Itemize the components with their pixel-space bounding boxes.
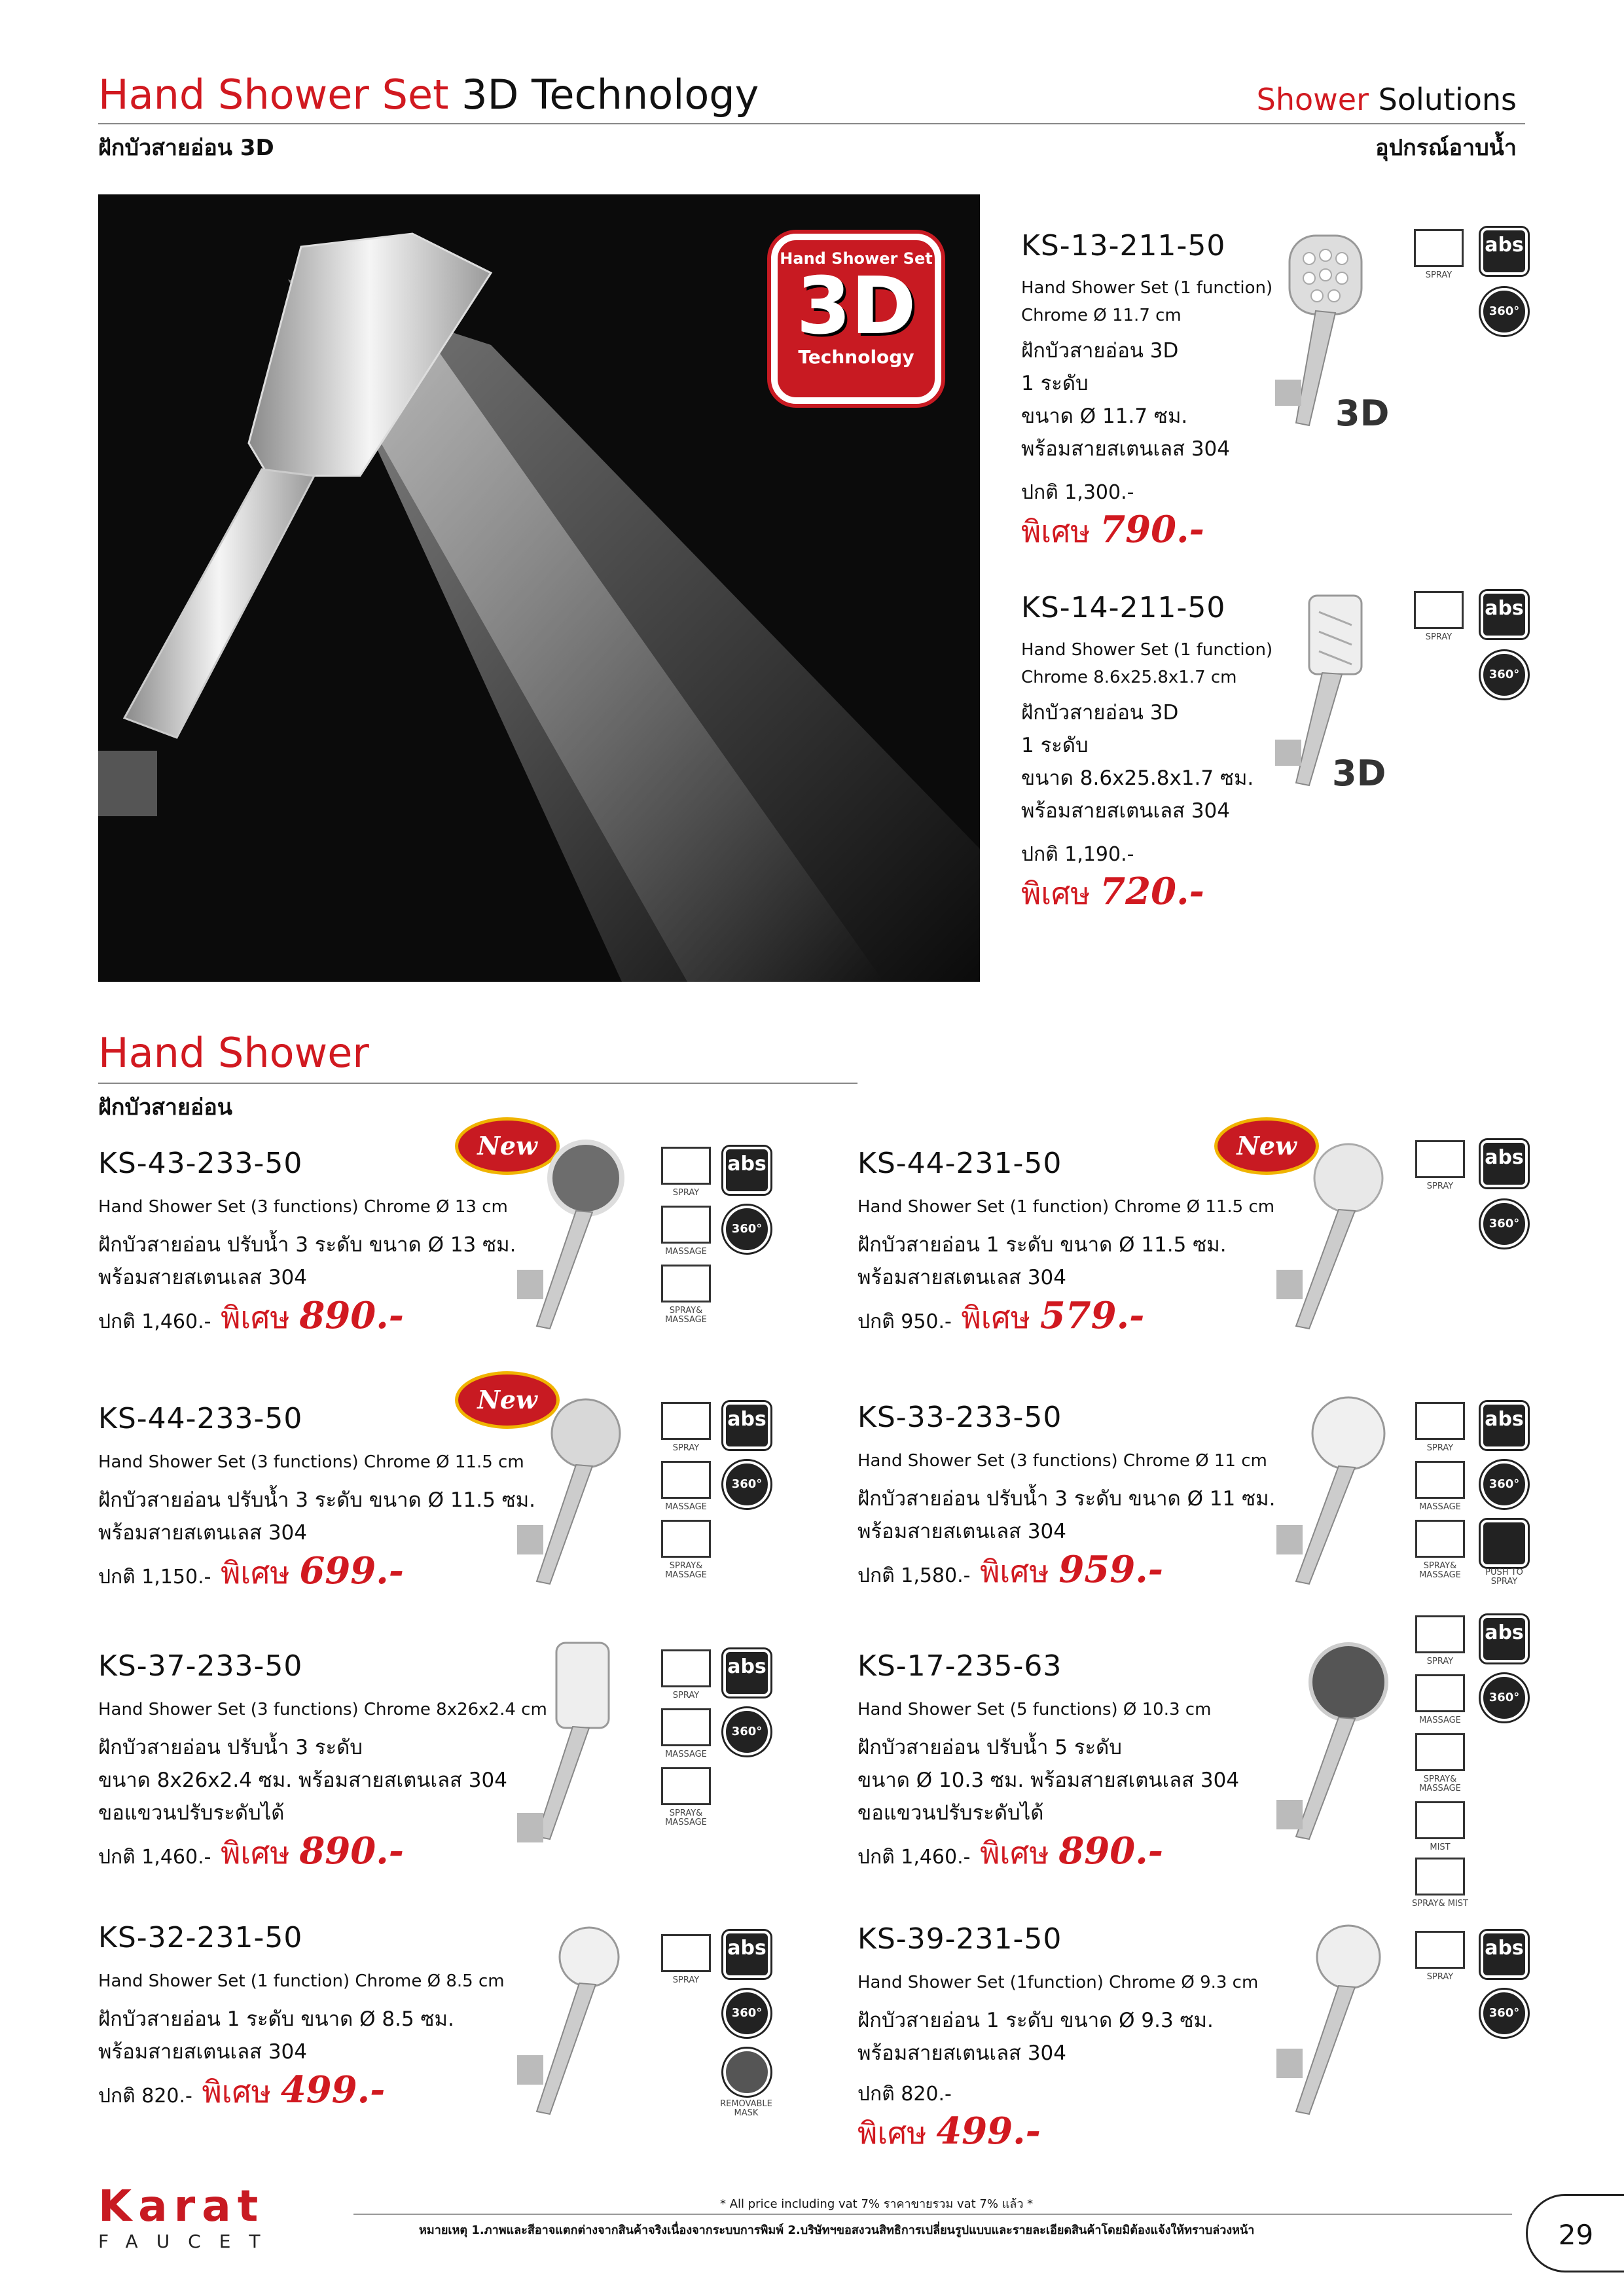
spray-function-icon: [1415, 1615, 1465, 1653]
spray-function-icon: [661, 1402, 711, 1440]
product-model: KS-44-233-50: [98, 1402, 303, 1435]
normal-price: ปกติ 820.-: [857, 2083, 952, 2106]
product-th2: ขนาด Ø 10.3 ซม. พร้อมสายสเตนเลส 304: [857, 1769, 1240, 1792]
abs-material-icon: [1481, 1402, 1528, 1449]
special-value: 959.-: [1058, 1548, 1163, 1591]
normal-price: ปกติ 1,460.-: [98, 1846, 211, 1869]
product-th1: ฝักบัวสายอ่อน ปรับน้ำ 3 ระดับ ขนาด Ø 11 ซม.: [857, 1487, 1276, 1511]
product-th2: พร้อมสายสเตนเลส 304: [857, 2041, 1067, 2065]
product-ks-43-233-50: [98, 1147, 516, 1342]
svg-text:3D: 3D: [1332, 753, 1386, 794]
spray-massage-icon-label: SPRAY& MASSAGE: [665, 1808, 707, 1827]
special-price: [1021, 508, 1272, 556]
spray-massage-icon-label: SPRAY& MASSAGE: [665, 1561, 707, 1580]
massage-icon-label: MASSAGE: [665, 1502, 707, 1512]
normal-price: ปกติ 950.-: [857, 1310, 952, 1333]
rotate-text: 360°: [731, 1477, 763, 1491]
rotate-text: 360°: [731, 1222, 763, 1236]
spray-massage-function-icon: [661, 1265, 711, 1302]
section-rule: [98, 1083, 857, 1084]
spray-icon-label: SPRAY: [672, 1443, 700, 1453]
massage-function-icon: [661, 1461, 711, 1499]
karat-logo-sub: FAUCET: [98, 2231, 279, 2252]
hand-shower-3d-round-image: [1270, 229, 1394, 465]
footer-rule: [353, 2214, 1512, 2215]
special-price: [1021, 870, 1272, 918]
product-model: KS-37-233-50: [98, 1649, 303, 1683]
product-th3: ขอแขวนปรับระดับได้: [98, 1801, 285, 1825]
massage-icon-label: MASSAGE: [665, 1750, 707, 1759]
abs-material-icon: [723, 1402, 770, 1449]
vat-note: * All price including vat 7% ราคาขายรวม vat 7% แล้ว *: [720, 2197, 1034, 2211]
rotate-360-icon: [1481, 1200, 1528, 1248]
product-th2: พร้อมสายสเตนเลส 304: [98, 2040, 308, 2064]
product-en-line2: Chrome Ø 11.7 cm: [1021, 306, 1182, 325]
product-th1: ฝักบัวสายอ่อน 1 ระดับ ขนาด Ø 8.5 ซม.: [98, 2007, 454, 2031]
new-badge: New: [1218, 1121, 1316, 1172]
product-th-line3: ขนาด 8.6x25.8x1.7 ซม.: [1021, 766, 1254, 790]
spray-icon-label: SPRAY: [1426, 1657, 1454, 1666]
abs-material-icon: [723, 1649, 770, 1697]
special-price: [857, 2110, 1258, 2157]
spray-massage-function-icon: [661, 1767, 711, 1805]
product-model: KS-32-231-50: [98, 1921, 303, 1954]
special-value: 499.-: [280, 2068, 386, 2111]
special-value: 499.-: [936, 2110, 1041, 2153]
rotate-text: 360°: [1489, 1691, 1520, 1704]
normal-price: ปกติ 1,460.-: [857, 1846, 971, 1869]
product-en-line1: Hand Shower Set (1 function): [1021, 278, 1273, 298]
price-row: [857, 1294, 1274, 1342]
hero-photo: [98, 194, 980, 982]
rotate-text: 360°: [1489, 668, 1520, 681]
normal-price: ปกติ 1,190.-: [1021, 843, 1134, 866]
product-th-line2: 1 ระดับ: [1021, 372, 1089, 395]
rotate-text: 360°: [1489, 304, 1520, 318]
removable-mask-icon: [723, 2049, 770, 2096]
abs-text: abs: [727, 1937, 767, 1960]
special-value: 720.-: [1100, 870, 1204, 913]
rotate-text: 360°: [1489, 1477, 1520, 1491]
special-label: พิเศษ: [1021, 514, 1091, 549]
massage-function-icon: [661, 1708, 711, 1746]
product-th1: ฝักบัวสายอ่อน 1 ระดับ ขนาด Ø 11.5 ซม.: [857, 1233, 1227, 1257]
hand-shower-image: [1270, 1636, 1407, 1846]
rotate-360-icon: [723, 1461, 770, 1508]
spray-icon-label: SPRAY: [672, 1975, 700, 1985]
massage-icon-label: MASSAGE: [665, 1247, 707, 1257]
push-to-spray-icon: [1481, 1520, 1528, 1567]
rotate-360-icon: [723, 1990, 770, 2037]
product-th-line4: พร้อมสายสเตนเลส 304: [1021, 437, 1231, 461]
product-ks-44-231-50: [857, 1147, 1274, 1342]
spray-icon-label: SPRAY: [672, 1188, 700, 1198]
page-title-black: 3D Technology: [461, 71, 759, 118]
abs-material-icon: [1481, 228, 1528, 275]
special-label: พิเศษ: [857, 2115, 927, 2151]
hand-shower-image: [1270, 1139, 1407, 1335]
special-label: พิเศษ: [221, 1300, 290, 1335]
abs-material-icon: [723, 1147, 770, 1194]
massage-icon-label: MASSAGE: [1419, 1715, 1461, 1725]
product-th2: พร้อมสายสเตนเลส 304: [857, 1266, 1067, 1289]
normal-price: ปกติ 1,150.-: [98, 1566, 211, 1589]
product-model: KS-39-231-50: [857, 1922, 1062, 1956]
special-label: พิเศษ: [980, 1835, 1049, 1871]
section-label-black: Solutions: [1378, 82, 1517, 117]
spray-function-icon: [1414, 229, 1464, 267]
spray-icon-label: SPRAY: [1426, 1443, 1454, 1453]
abs-text: abs: [1485, 1621, 1524, 1644]
removable-mask-label: REMOVABLE MASK: [720, 2099, 772, 2118]
product-th-line3: ขนาด Ø 11.7 ซม.: [1021, 404, 1188, 428]
spray-icon-label: SPRAY: [1426, 1181, 1454, 1191]
product-ks-33-233-50: [857, 1401, 1275, 1596]
abs-text: abs: [727, 1408, 767, 1431]
product-en: Hand Shower Set (1 function) Chrome Ø 11.5 cm: [857, 1197, 1275, 1217]
spray-function-icon: [1414, 591, 1464, 629]
product-th-line2: 1 ระดับ: [1021, 734, 1089, 757]
product-th2: ขนาด 8x26x2.4 ซม. พร้อมสายสเตนเลส 304: [98, 1769, 507, 1792]
hand-shower-section-title: Hand Shower: [98, 1029, 369, 1077]
price-row: [98, 2068, 505, 2116]
abs-text: abs: [1485, 597, 1524, 620]
massage-function-icon: [661, 1206, 711, 1244]
rotate-text: 360°: [1489, 2006, 1520, 2020]
rotate-text: 360°: [731, 2006, 763, 2020]
spray-mist-function-icon: [1415, 1858, 1465, 1895]
karat-logo: Karat: [98, 2181, 265, 2231]
spray-massage-function-icon: [1415, 1733, 1465, 1771]
spray-icon-label: SPRAY: [1425, 270, 1453, 280]
rotate-360-icon: [1481, 1461, 1528, 1508]
spray-function-icon: [1415, 1931, 1465, 1969]
special-label: พิเศษ: [980, 1554, 1049, 1589]
product-th1: ฝักบัวสายอ่อน ปรับน้ำ 3 ระดับ ขนาด Ø 11.5 ซม.: [98, 1488, 536, 1512]
massage-function-icon: [1415, 1674, 1465, 1712]
normal-price: ปกติ 1,580.-: [857, 1564, 971, 1587]
product-ks-17-235-63: [857, 1649, 1239, 1877]
hand-shower-image: [1270, 1394, 1407, 1590]
product-en-line2: Chrome 8.6x25.8x1.7 cm: [1021, 668, 1237, 687]
normal-price: ปกติ 1,300.-: [1021, 481, 1134, 504]
abs-material-icon: [1481, 1931, 1528, 1978]
spray-massage-icon-label: SPRAY& MASSAGE: [1419, 1561, 1461, 1580]
header-rule: [98, 123, 1525, 124]
3d-technology-badge: [771, 234, 941, 404]
special-value: 890.-: [299, 1294, 404, 1337]
spray-function-icon: [1415, 1402, 1465, 1440]
price-row: [857, 1548, 1275, 1596]
product-en: Hand Shower Set (1 function) Chrome Ø 8.5 cm: [98, 1971, 505, 1991]
section-label-red: Shower: [1256, 82, 1369, 117]
rotate-360-icon: [723, 1708, 770, 1755]
price-row: [98, 1549, 535, 1597]
abs-text: abs: [1485, 1408, 1524, 1431]
abs-material-icon: [723, 1931, 770, 1978]
spray-massage-icon-label: SPRAY& MASSAGE: [1419, 1774, 1461, 1793]
product-en-line1: Hand Shower Set (1 function): [1021, 640, 1273, 660]
page-title-thai: ฝักบัวสายอ่อน 3D: [98, 135, 274, 161]
special-value: 890.-: [1058, 1829, 1163, 1873]
badge-bottom-text: Technology: [798, 346, 914, 368]
product-th1: ฝักบัวสายอ่อน ปรับน้ำ 5 ระดับ: [857, 1736, 1122, 1759]
spray-function-icon: [661, 1934, 711, 1972]
push-to-spray-label: PUSH TO SPRAY: [1485, 1568, 1523, 1587]
new-badge: New: [458, 1121, 556, 1172]
page-title-red: Hand Shower Set: [98, 71, 449, 118]
normal-price: ปกติ 1,460.-: [98, 1310, 211, 1333]
spray-icon-label: SPRAY: [1425, 632, 1453, 642]
hand-shower-image: [511, 1636, 648, 1846]
special-value: 699.-: [299, 1549, 404, 1592]
product-en: Hand Shower Set (1function) Chrome Ø 9.3 cm: [857, 1973, 1259, 1992]
mist-function-icon: [1415, 1801, 1465, 1839]
rotate-360-icon: [1481, 651, 1528, 698]
product-th2: พร้อมสายสเตนเลส 304: [98, 1266, 308, 1289]
featured-product-1: [1021, 229, 1272, 556]
new-badge: New: [458, 1374, 556, 1426]
spray-function-icon: [661, 1147, 711, 1185]
special-value: 890.-: [299, 1829, 404, 1873]
product-th2: พร้อมสายสเตนเลส 304: [857, 1520, 1067, 1543]
spray-massage-function-icon: [661, 1520, 711, 1558]
spray-function-icon: [661, 1649, 711, 1687]
badge-big-text: 3D: [796, 261, 916, 352]
product-ks-44-233-50: [98, 1402, 535, 1597]
product-model: KS-33-233-50: [857, 1401, 1062, 1434]
abs-material-icon: [1481, 1140, 1528, 1187]
product-ks-39-231-50: [857, 1922, 1258, 2157]
product-en: Hand Shower Set (3 functions) Chrome Ø 13 cm: [98, 1197, 508, 1217]
product-model: KS-44-231-50: [857, 1147, 1062, 1180]
abs-text: abs: [727, 1655, 767, 1678]
abs-text: abs: [1485, 234, 1524, 257]
price-row: [98, 1294, 516, 1342]
product-th3: ขอแขวนปรับระดับได้: [857, 1801, 1044, 1825]
product-en: Hand Shower Set (3 functions) Chrome 8x26x2.4 cm: [98, 1700, 547, 1719]
rotate-360-icon: [723, 1206, 770, 1253]
section-label-thai: อุปกรณ์อาบน้ำ: [1375, 135, 1517, 161]
rotate-text: 360°: [731, 1725, 763, 1738]
special-label: พิเศษ: [221, 1555, 290, 1590]
hand-shower-3d-square-image: [1270, 589, 1394, 812]
special-value: 790.-: [1100, 508, 1204, 551]
product-model: KS-17-235-63: [857, 1649, 1062, 1683]
product-en: Hand Shower Set (5 functions) Ø 10.3 cm: [857, 1700, 1212, 1719]
product-ks-32-231-50: [98, 1921, 505, 2116]
page-number: 29: [1526, 2194, 1624, 2272]
product-th-line1: ฝักบัวสายอ่อน 3D: [1021, 701, 1179, 725]
product-th1: ฝักบัวสายอ่อน ปรับน้ำ 3 ระดับ: [98, 1736, 363, 1759]
special-label: พิเศษ: [1021, 876, 1091, 911]
special-label: พิเศษ: [221, 1835, 290, 1871]
abs-material-icon: [1481, 591, 1528, 638]
massage-icon-label: MASSAGE: [1419, 1502, 1461, 1512]
special-value: 579.-: [1039, 1294, 1145, 1337]
product-th-line1: ฝักบัวสายอ่อน 3D: [1021, 339, 1179, 363]
hand-shower-image: [511, 1394, 648, 1590]
spray-massage-icon-label: SPRAY& MASSAGE: [665, 1306, 707, 1325]
product-th1: ฝักบัวสายอ่อน 1 ระดับ ขนาด Ø 9.3 ซม.: [857, 2009, 1214, 2032]
svg-text:3D: 3D: [1335, 393, 1390, 434]
rotate-360-icon: [1481, 1674, 1528, 1721]
spray-massage-function-icon: [1415, 1520, 1465, 1558]
abs-text: abs: [1485, 1146, 1524, 1169]
section-label: [1257, 82, 1517, 117]
abs-text: abs: [1485, 1937, 1524, 1960]
rotate-text: 360°: [1489, 1217, 1520, 1230]
product-model: KS-13-211-50: [1021, 229, 1226, 262]
product-th2: พร้อมสายสเตนเลส 304: [98, 1521, 308, 1545]
product-model: KS-43-233-50: [98, 1147, 303, 1180]
featured-product-2: [1021, 591, 1272, 918]
hand-shower-image: [1270, 1918, 1407, 2127]
product-th1: ฝักบัวสายอ่อน ปรับน้ำ 3 ระดับ ขนาด Ø 13 ซม.: [98, 1233, 516, 1257]
spray-icon-label: SPRAY: [1426, 1972, 1454, 1982]
price-row: [98, 1829, 547, 1877]
disclaimer-note: หมายเหตุ 1.ภาพและสีอาจแตกต่างจากสินค้าจริงเนื่องจากระบบการพิมพ์ 2.บริษัทฯขอสงวนสิทธิการเปลี่ยนรูปแบบและรายละเอียดสินค้าโดยมิต้องแจ้งให้ทราบล่วงหน้า: [419, 2223, 1255, 2237]
spray-icon-label: SPRAY: [672, 1691, 700, 1700]
product-en: Hand Shower Set (3 functions) Chrome Ø 11.5 cm: [98, 1452, 524, 1472]
spray-mist-icon-label: SPRAY& MIST: [1412, 1899, 1468, 1909]
normal-price: ปกติ 820.-: [98, 2085, 192, 2108]
product-en: Hand Shower Set (3 functions) Chrome Ø 11 cm: [857, 1451, 1267, 1471]
abs-material-icon: [1481, 1615, 1528, 1662]
page-title: [98, 71, 759, 118]
hand-shower-section-thai: ฝักบัวสายอ่อน: [98, 1094, 233, 1121]
massage-function-icon: [1415, 1461, 1465, 1499]
badge-top-text: Hand Shower Set: [780, 249, 933, 268]
spray-function-icon: [1415, 1140, 1465, 1178]
product-ks-37-233-50: [98, 1649, 547, 1877]
rotate-360-icon: [1481, 288, 1528, 335]
hand-shower-image: [511, 1918, 648, 2127]
hand-shower-image: [511, 1139, 648, 1335]
product-th-line4: พร้อมสายสเตนเลส 304: [1021, 799, 1231, 823]
special-label: พิเศษ: [961, 1300, 1031, 1335]
mist-icon-label: MIST: [1430, 1842, 1451, 1852]
rotate-360-icon: [1481, 1990, 1528, 2037]
special-label: พิเศษ: [202, 2074, 272, 2110]
price-row: [857, 1829, 1239, 1877]
product-model: KS-14-211-50: [1021, 591, 1226, 624]
abs-text: abs: [727, 1153, 767, 1176]
